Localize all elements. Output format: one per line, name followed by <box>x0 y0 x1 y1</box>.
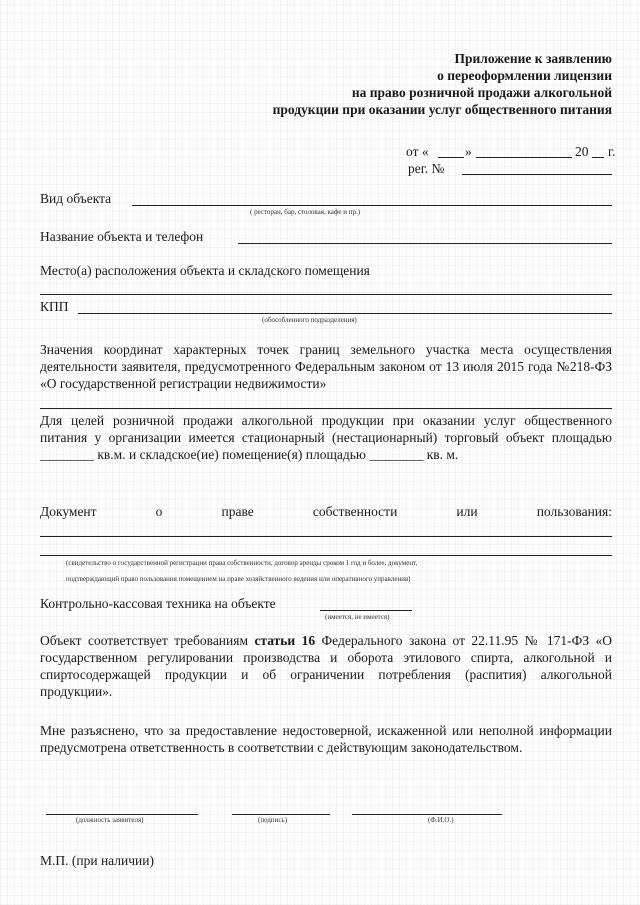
reg-number-field[interactable] <box>462 174 612 175</box>
object-type-field[interactable] <box>132 205 612 206</box>
reg-number-label: рег. № <box>408 161 445 176</box>
compliance-suffix: Федерального закона от 22.11.95 № 171-ФЗ «О государственном регулировании производства и оборота этилового спирта, алкогольной и спиртосодержащей продукции и об ограничении потребления (распития) алкогольной продукции». <box>40 633 612 699</box>
compliance-article: статьи 16 <box>254 633 316 648</box>
header-line-1: Приложение к заявлению <box>454 51 612 66</box>
responsibility-paragraph: Мне разъяснено, что за предоставление недостоверной, искаженной или неполной информации предусмотрена ответственность в соответствии с действующим законодательством. <box>40 723 612 755</box>
full-name-hint: (Ф.И.О.) <box>428 816 454 824</box>
document-hint-2: подтверждающий право пользования помещением на праве хозяйственного ведения или оперативного управления) <box>66 575 411 583</box>
document-field-1[interactable] <box>40 536 612 537</box>
object-name-label: Название объекта и телефон <box>40 229 204 244</box>
document-word-3: праве <box>221 504 254 519</box>
kpp-field[interactable] <box>78 313 612 314</box>
document-word-2: о <box>155 504 163 519</box>
position-field[interactable] <box>46 814 198 815</box>
cash-register-label: Контрольно-кассовая техника на объекте <box>40 596 276 611</box>
object-type-label: Вид объекта <box>40 191 112 206</box>
position-hint: (должность заявителя) <box>76 816 144 824</box>
object-type-hint: ( ресторан, бар, столовая, кафе и пр.) <box>250 208 361 216</box>
document-field-2[interactable] <box>40 555 612 556</box>
date-year-prefix: 20 <box>575 144 589 159</box>
date-day-field[interactable] <box>438 157 464 158</box>
cash-register-field[interactable] <box>320 610 412 611</box>
compliance-paragraph <box>40 632 612 700</box>
document-hint-1: (свидетельство о государственной регистрации права собственности, договор аренды сроком 1 год и более, документ, <box>66 559 418 567</box>
compliance-prefix: Объект соответствует требованиям <box>40 633 255 648</box>
signature-hint: (подпись) <box>258 816 288 824</box>
signature-field[interactable] <box>232 814 330 815</box>
date-month-field[interactable] <box>476 157 572 158</box>
kpp-hint: (обособленного подразделения) <box>262 316 357 324</box>
header-line-4: продукции при оказании услуг общественного питания <box>272 102 612 117</box>
kpp-label: КПП <box>40 299 69 314</box>
date-year-suffix: г. <box>608 144 616 159</box>
stamp-label: М.П. (при наличии) <box>40 853 154 868</box>
header-line-3: на право розничной продажи алкогольной <box>351 85 612 100</box>
coordinates-field[interactable] <box>40 408 612 409</box>
header-block <box>192 50 612 118</box>
document-word-1: Документ <box>40 504 97 519</box>
date-year-field[interactable] <box>592 157 604 158</box>
document-label-row <box>40 503 612 520</box>
object-name-field[interactable] <box>238 243 612 244</box>
full-name-field[interactable] <box>352 814 502 815</box>
header-line-2: о переоформлении лицензии <box>437 68 612 83</box>
coordinates-paragraph: Значения координат характерных точек границ земельного участка места осуществления деятельности заявителя, предусмотренного Федеральным законом от 13 июля 2015 года №218-ФЗ «О государственной регистрации недвижимости» <box>40 342 612 391</box>
document-word-5: или <box>456 504 478 519</box>
location-field[interactable] <box>40 294 612 295</box>
date-quote-close: » <box>465 144 472 159</box>
cash-register-hint: (имеется, не имеется) <box>325 613 390 621</box>
date-from-prefix: от « <box>406 144 429 159</box>
document-word-4: собственности <box>312 504 398 519</box>
premises-paragraph: Для целей розничной продажи алкогольной продукции при оказании услуг общественного питания у организации имеется стационарный (нестационарный) торговый объект площадью ________ кв.м. и складское(ие) помещение(я) площадью ________ кв. м. <box>40 413 612 462</box>
document-word-6: пользования: <box>536 504 612 519</box>
location-label: Место(а) расположения объекта и складского помещения <box>40 263 370 278</box>
